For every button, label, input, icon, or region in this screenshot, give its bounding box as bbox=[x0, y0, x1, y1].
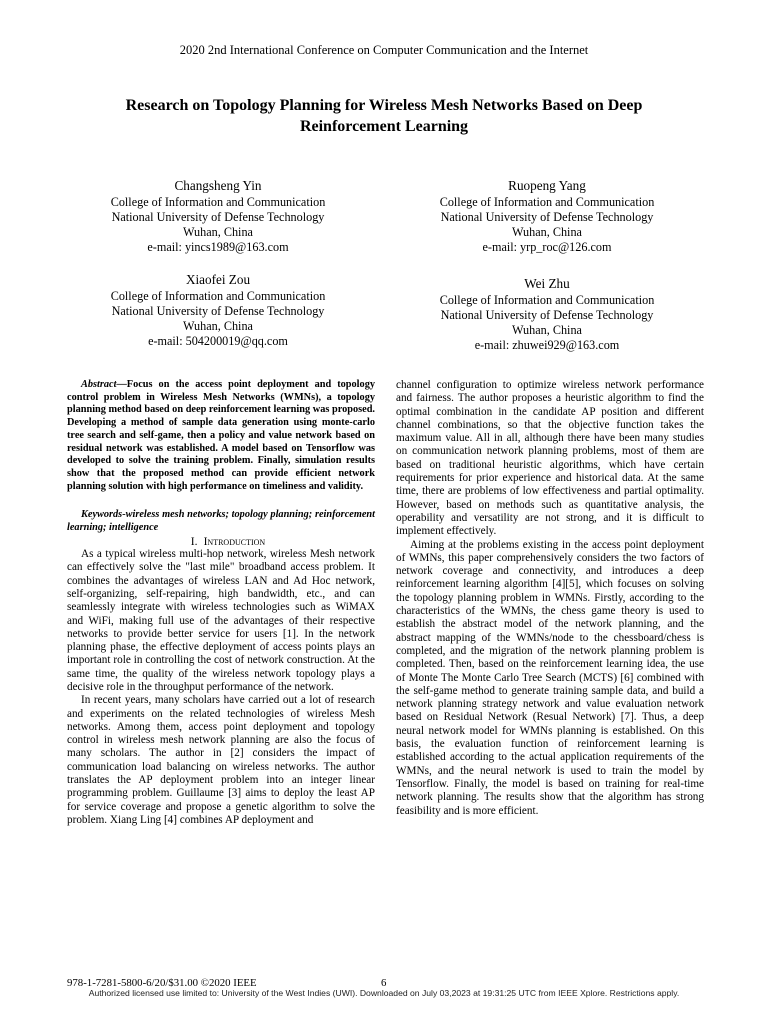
author-university: National University of Defense Technology bbox=[111, 304, 325, 318]
author-block-4 bbox=[382, 276, 712, 353]
section-heading bbox=[67, 535, 375, 548]
abstract bbox=[67, 379, 375, 493]
abstract-label: Abstract bbox=[81, 379, 117, 390]
body-paragraph: As a typical wireless multi-hop network, wireless Mesh network can effectively solve the "last mile" broadband access problem. It combines the advantages of wireless LAN and Ad Hoc network, self-organizing, self-repairing, high bandwidth, etc., and can seamlessly integrate with wireless technologies such as WiMAX and WiFi, making full use of the advantages of their respective networks to provide better service for users [1]. In the network planning phase, the effective deployment of access points plays an important role in controlling the cost of network construction. At the same time, the quality of the wireless network topology plays a decisive role in the throughput performance of the network. bbox=[67, 548, 375, 693]
author-name: Wei Zhu bbox=[524, 276, 570, 291]
author-email: e-mail: yincs1989@163.com bbox=[147, 240, 289, 254]
author-department: College of Information and Communication bbox=[110, 289, 326, 303]
author-email: e-mail: yrp_roc@126.com bbox=[482, 240, 612, 254]
author-university: National University of Defense Technology bbox=[440, 210, 654, 224]
body-paragraph: In recent years, many scholars have carried out a lot of research and experiments on the related technologies of wireless Mesh networks. Among them, access point deployment and topology control in wireless mesh network planning are also the focus of many scholars. The author in [2] considers the impact of communication load balancing on wireless networks. The author translates the AP deployment problem into an integer linear programming problem. Guillaume [3] aims to deploy the least AP for service coverage and propose a genetic algorithm to solve the problem. Xiang Ling [4] combines AP deployment and bbox=[67, 694, 375, 826]
author-block-3 bbox=[53, 272, 383, 349]
author-city: Wuhan, China bbox=[512, 323, 582, 337]
license-notice: Authorized licensed use limited to: University of the West Indies (UWI). Downloaded on July 03,2023 at 19:31:25 UTC from IEEE Xplore. Restrictions apply. bbox=[88, 988, 680, 998]
body-paragraph: channel configuration to optimize wireless network performance and fairness. The author proposes a heuristic algorithm to find the optimal combination in the candidate AP position and different channel combinations, so that the objective function takes the maximum value. All in all, although there have been many studies on communication network planning problems, most of them are based on traditional heuristic algorithms, which have certain requirements for prior experience and historical data. At the same time, there are problems of low effectiveness and partial optimality. However, based on methods such as quantitative analysis, the operability and versatility are not strong, and it is difficult to implement effectively. bbox=[396, 379, 704, 538]
author-block-2 bbox=[382, 178, 712, 255]
author-block-1 bbox=[53, 178, 383, 255]
author-name: Ruopeng Yang bbox=[508, 178, 586, 193]
keywords: Keywords-wireless mesh networks; topology planning; reinforcement learning; intelligence bbox=[67, 509, 375, 534]
paper-title-line-2: Reinforcement Learning bbox=[299, 118, 469, 135]
author-name: Changsheng Yin bbox=[174, 178, 262, 193]
author-name: Xiaofei Zou bbox=[185, 272, 251, 287]
abstract-text: Focus on the access point deployment and topology control problem in Wireless Mesh Networks (WMNs), a topology planning method based on deep reinforcement learning was proposed. Developing a method of sample data generation using monte-carlo tree search and self-game, then a policy and value network based on residual network was established. A model based on Tensorflow was developed to solve the training problem. Finally, simulation results show that the proposed method can provide efficient network planning solution with high performance on timeliness and validity. bbox=[67, 379, 375, 492]
left-column bbox=[67, 379, 375, 827]
paper-title-line-1: Research on Topology Planning for Wireless Mesh Networks Based on Deep bbox=[125, 97, 643, 114]
author-email: e-mail: 504200019@qq.com bbox=[148, 334, 288, 348]
page-number: 6 bbox=[381, 977, 387, 989]
author-university: National University of Defense Technology bbox=[111, 210, 325, 224]
right-column bbox=[396, 379, 704, 818]
author-city: Wuhan, China bbox=[183, 319, 253, 333]
author-department: College of Information and Communication bbox=[110, 195, 326, 209]
author-city: Wuhan, China bbox=[512, 225, 582, 239]
body-paragraph: Aiming at the problems existing in the access point deployment of WMNs, this paper comprehensively considers the two factors of network coverage and connectivity, and introduces a deep reinforcement learning algorithm [4][5], which focuses on solving the topology planning problem in WMNs. Firstly, according to the characteristics of the WMNs, the chess game theory is used to establish the abstract model of the network planning, and the abstract mapping of the WMNs/node to the chessboard/chess is completed, and the migration of the network planning problem is completed. Then, based on the reinforcement learning idea, the use of Monte The Monte Carlo Tree Search (MCTS) [6] combined with the self-game method to generate training sample data, and build a network planning strategy network and value evaluation network based on Residual Network (Resual Network) [7]. Thus, a deep neural network model for WMNs planning is established. On this basis, the evaluation function of reinforcement learning is established according to the actual application requirements of the WMNs, and the neural network is used to train the model by Tensorflow. Finally, the model is based on training for real-time network planning. The results show that the algorithm has strong feasibility and is more efficient. bbox=[396, 538, 704, 817]
author-email: e-mail: zhuwei929@163.com bbox=[474, 338, 620, 352]
author-department: College of Information and Communication bbox=[439, 195, 655, 209]
author-city: Wuhan, China bbox=[183, 225, 253, 239]
section-title: Introduction bbox=[203, 534, 266, 548]
conference-header: 2020 2nd International Conference on Computer Communication and the Internet bbox=[179, 43, 589, 57]
section-number: I. bbox=[190, 534, 198, 548]
author-university: National University of Defense Technology bbox=[440, 308, 654, 322]
abstract-dash: — bbox=[116, 379, 127, 390]
copyright-footer: 978-1-7281-5800-6/20/$31.00 ©2020 IEEE bbox=[67, 977, 257, 989]
author-department: College of Information and Communication bbox=[439, 293, 655, 307]
paper-title bbox=[60, 95, 708, 137]
